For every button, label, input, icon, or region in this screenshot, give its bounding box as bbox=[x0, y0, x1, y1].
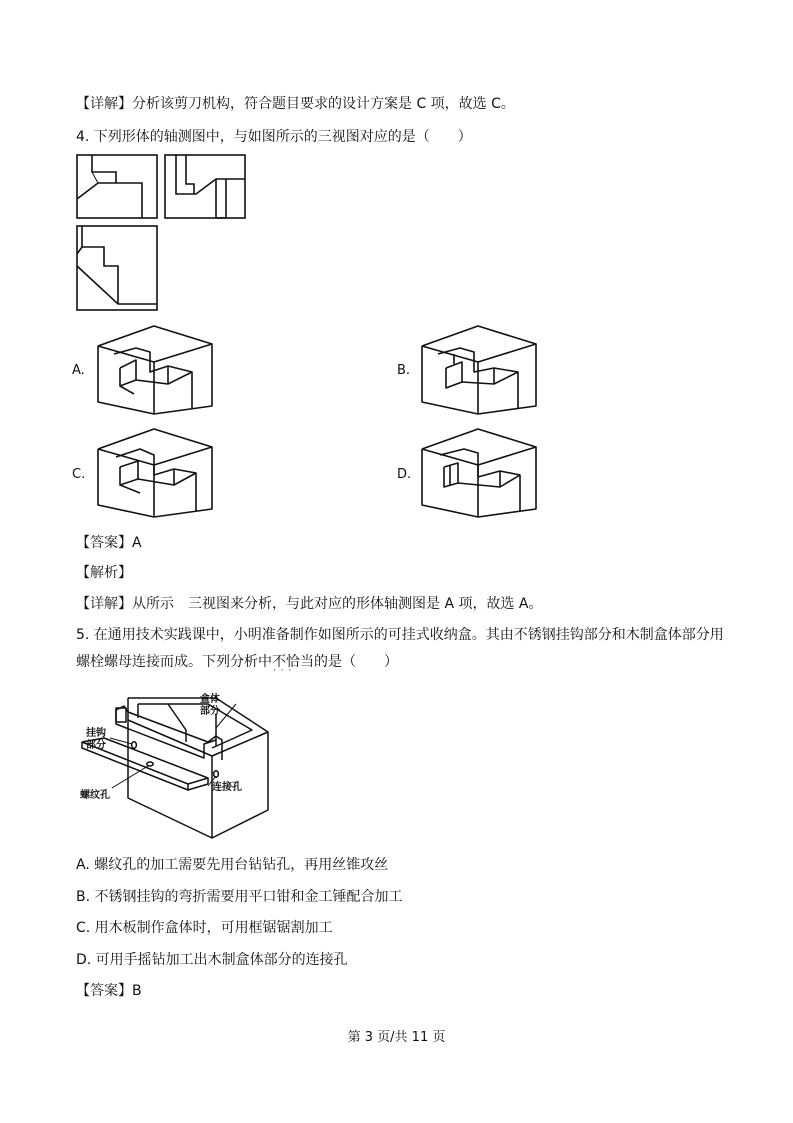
question-5-option-b: B. 不锈钢挂钩的弯折需要用平口钳和金工锤配合加工 bbox=[76, 889, 403, 905]
label-box-part-2: 部分 bbox=[200, 706, 220, 717]
label-hook-1: 挂钩 bbox=[86, 728, 106, 739]
isometric-option-d bbox=[420, 427, 540, 519]
question-5-option-d: D. 可用手摇钻加工出木制盒体部分的连接孔 bbox=[76, 952, 348, 968]
option-b-label: B. bbox=[397, 363, 411, 378]
storage-box-figure bbox=[76, 690, 276, 840]
question-4-detail: 【详解】从所示 三视图来分析，与此对应的形体轴测图是 A 项，故选 A。 bbox=[76, 596, 543, 612]
question-4-stem: 4. 下列形体的轴测图中，与如图所示的三视图对应的是（ ） bbox=[76, 129, 472, 145]
option-a-label: A. bbox=[72, 363, 85, 378]
question-4-answer: 【答案】A bbox=[76, 535, 142, 551]
three-view-drawing bbox=[76, 154, 251, 319]
prev-detail-line: 【详解】分析该剪刀机构，符合题目要求的设计方案是 C 项，故选 C。 bbox=[76, 96, 515, 112]
question-5-stem-line-1: 5. 在通用技术实践课中，小明准备制作如图所示的可挂式收纳盒。其由不锈钢挂钩部分和木制盒体部分用 bbox=[76, 627, 724, 643]
question-5-option-a: A. 螺纹孔的加工需要先用台钻钻孔，再用丝锥攻丝 bbox=[76, 857, 389, 873]
page-footer: 第 3 页/共 11 页 bbox=[347, 1030, 446, 1045]
isometric-option-a bbox=[96, 324, 216, 416]
stem-2-part-a: 螺栓螺母连接而成。下列分析中 bbox=[76, 654, 272, 670]
question-5-option-c: C. 用木板制作盒体时，可用框锯锯割加工 bbox=[76, 920, 333, 936]
option-c-label: C. bbox=[72, 467, 86, 482]
stem-2-part-c: 的是（ ） bbox=[314, 654, 398, 670]
label-connect-hole: 连接孔 bbox=[212, 782, 242, 793]
question-5-answer: 【答案】B bbox=[76, 983, 142, 999]
emphasis-not-appropriate: 不恰当 · · · bbox=[272, 654, 314, 670]
isometric-option-c bbox=[96, 427, 216, 519]
isometric-option-b bbox=[420, 324, 540, 416]
label-box-part-1: 盒体 bbox=[200, 694, 220, 705]
question-4-analysis: 【解析】 bbox=[76, 565, 132, 581]
question-5-stem-line-2 bbox=[76, 652, 398, 672]
label-hook-2: 部分 bbox=[86, 740, 106, 751]
label-thread-hole: 螺纹孔 bbox=[80, 790, 110, 801]
option-d-label: D. bbox=[397, 467, 412, 482]
